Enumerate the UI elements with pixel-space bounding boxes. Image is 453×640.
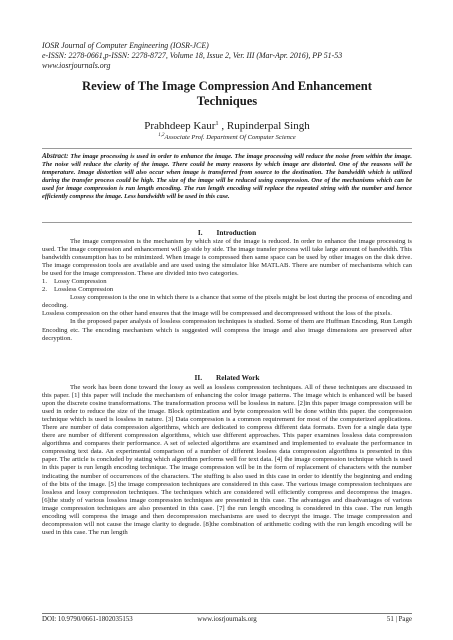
paper-title (42, 79, 412, 109)
affiliation-text: Associate Prof. Department Of Computer Science (164, 134, 296, 141)
introduction-paragraph-1: The image compression is the mechanism by which size of the image is reduced. In order to enhance the image processing is used. The image compression and enhancement will go side by side. The image transfer process will take large amount of bandwidth. This bandwidth consumption has to be minimized. When image is compressed then same space can be used by other images on the disk drive. The image compression tools are available and are used using the simulator like MATLAB. There are number of mechanisms which can be used for the image compression. These are divided into two categories. (42, 238, 412, 278)
list-item-text: Lossy Compression (54, 278, 107, 286)
introduction-body (42, 238, 412, 343)
section-number: II. (194, 373, 203, 382)
footer-doi: DOI: 10.9790/0661-1802035153 (42, 616, 133, 623)
journal-issn: e-ISSN: 2278-0661,p-ISSN: 2278-8727, Volume 18, Issue 2, Ver. III (Mar-Apr. 2016), PP 51-53 (42, 51, 343, 60)
list-item (42, 278, 412, 286)
footer-page-number: 51 | Page (386, 616, 412, 623)
abstract-label: Abstract: (42, 152, 69, 160)
journal-header (42, 41, 422, 71)
list-item-number: 1. (42, 278, 47, 286)
footer-website[interactable]: www.iosrjournals.org (197, 616, 257, 623)
author-1-marker: 1 (215, 120, 219, 127)
paper-title-line-2: Techniques (196, 94, 258, 108)
list-item-text: Lossless Compression (54, 286, 114, 294)
introduction-paragraph-4: In the proposed paper analysis of lossless compression techniques is studied. Some of them are Huffman Encoding, Run Length Encoding etc. The encoding mechanism which is suggested will compress the image and also image dimensions are preserved after decryption. (42, 318, 412, 342)
section-heading-introduction (42, 228, 412, 237)
abstract-paragraph (42, 152, 412, 201)
journal-name: IOSR Journal of Computer Engineering (IOSR-JCE) (42, 41, 209, 50)
section-title: Introduction (216, 228, 257, 237)
affiliation-marker: 1,2 (158, 133, 165, 138)
footer-divider (42, 613, 412, 614)
section-title: Related Work (216, 373, 260, 382)
paper-title-line-1: Review of The Image Compression And Enhancement (82, 79, 372, 93)
compression-categories-list (42, 278, 412, 294)
journal-url[interactable]: www.iosrjournals.org (42, 61, 111, 70)
list-item (42, 286, 412, 294)
introduction-paragraph-2: Lossy compression is the one in which there is a chance that some of the pixels might be lost during the process of encoding and decoding. (42, 294, 412, 310)
abstract-section (42, 148, 412, 223)
introduction-paragraph-3: Lossless compression on the other hand ensures that the image will be compressed and decompressed without the loss of the pixels. (42, 310, 392, 318)
author-2: , Rupinderpal Singh (218, 120, 310, 132)
related-work-body (42, 384, 412, 537)
list-item-number: 2. (42, 286, 47, 294)
author-affiliation (42, 131, 412, 142)
section-number: I. (197, 228, 203, 237)
section-heading-related-work (42, 373, 412, 382)
author-1: Prabhdeep Kaur (144, 120, 216, 132)
abstract-text: The image processing is used in order to enhance the image. The image processing will reduce the noise from within the image. The noise will reduce the clarity of the image. There could be many reasons by which image are distorted. One of the reasons will be temperature. Image distortion will also occur when image is transferred from source to the destination. The bandwidth which is utilized during the transfer process could be high. The size of the image will be reduced using compression. One of the mechanisms which can be used for image compression is run length encoding. The run length encoding will replace the repeated string with the number and hence efficiently compress the image. Less bandwidth will be used in this case. (42, 153, 412, 201)
related-work-paragraph: The work has been done toward the lossy as well as lossless compression techniques. All of these techniques are discussed in this paper. [1] this paper will include the mechanism of enhancing the color image patterns. The image which is enhanced will be based upon the discrete cosine transformations. The transformation process will be lossless in nature. [2]in this paper image compression will be used in order to reduce the size of the image. Block optimization and byte compression will be done within this paper. the compression technique which is used is lossless in nature. [3] Data compression is a common requirement for most of the computerized applications. There are number of data compression algorithms, which are dedicated to compress different data formats. Even for a single data type there are number of different compression algorithms, which use different approaches. This paper examines lossless data compression algorithms and compares their performance. A set of selected algorithms are examined and implemented to evaluate the performance in compressing text data. An experimental comparison of a number of different lossless data compression algorithms is presented in this paper. The article is concluded by stating which algorithm performs well for text data. [4] the image compression technique which is used in this paper is run length encoding technique. The image compression will be in the form of replacement of characters with the number indicating the number of occurrences of the characters. The stuffing is also used in this case in order to identify the beginning and ending of the bits of the image. [5] the image compression techniques are considered in this case. The various image compression techniques are lossless and lossy compression techniques. The techniques which are considered will efficiently compress and decompress the images. [6]the study of various lossless image compression techniques are presented in this case. The advantages and disadvantages of various image compression techniques are also presented in this case. [7] the run length encoding is considered in this case. The run length encoding will compress the image and then decompression mechanisms are used to decrypt the image. The image compression and decompression will not cause the image clarity to degrade. [8]the combination of arithmetic coding with the run length encoding will be used in this case. The run length (42, 384, 412, 536)
